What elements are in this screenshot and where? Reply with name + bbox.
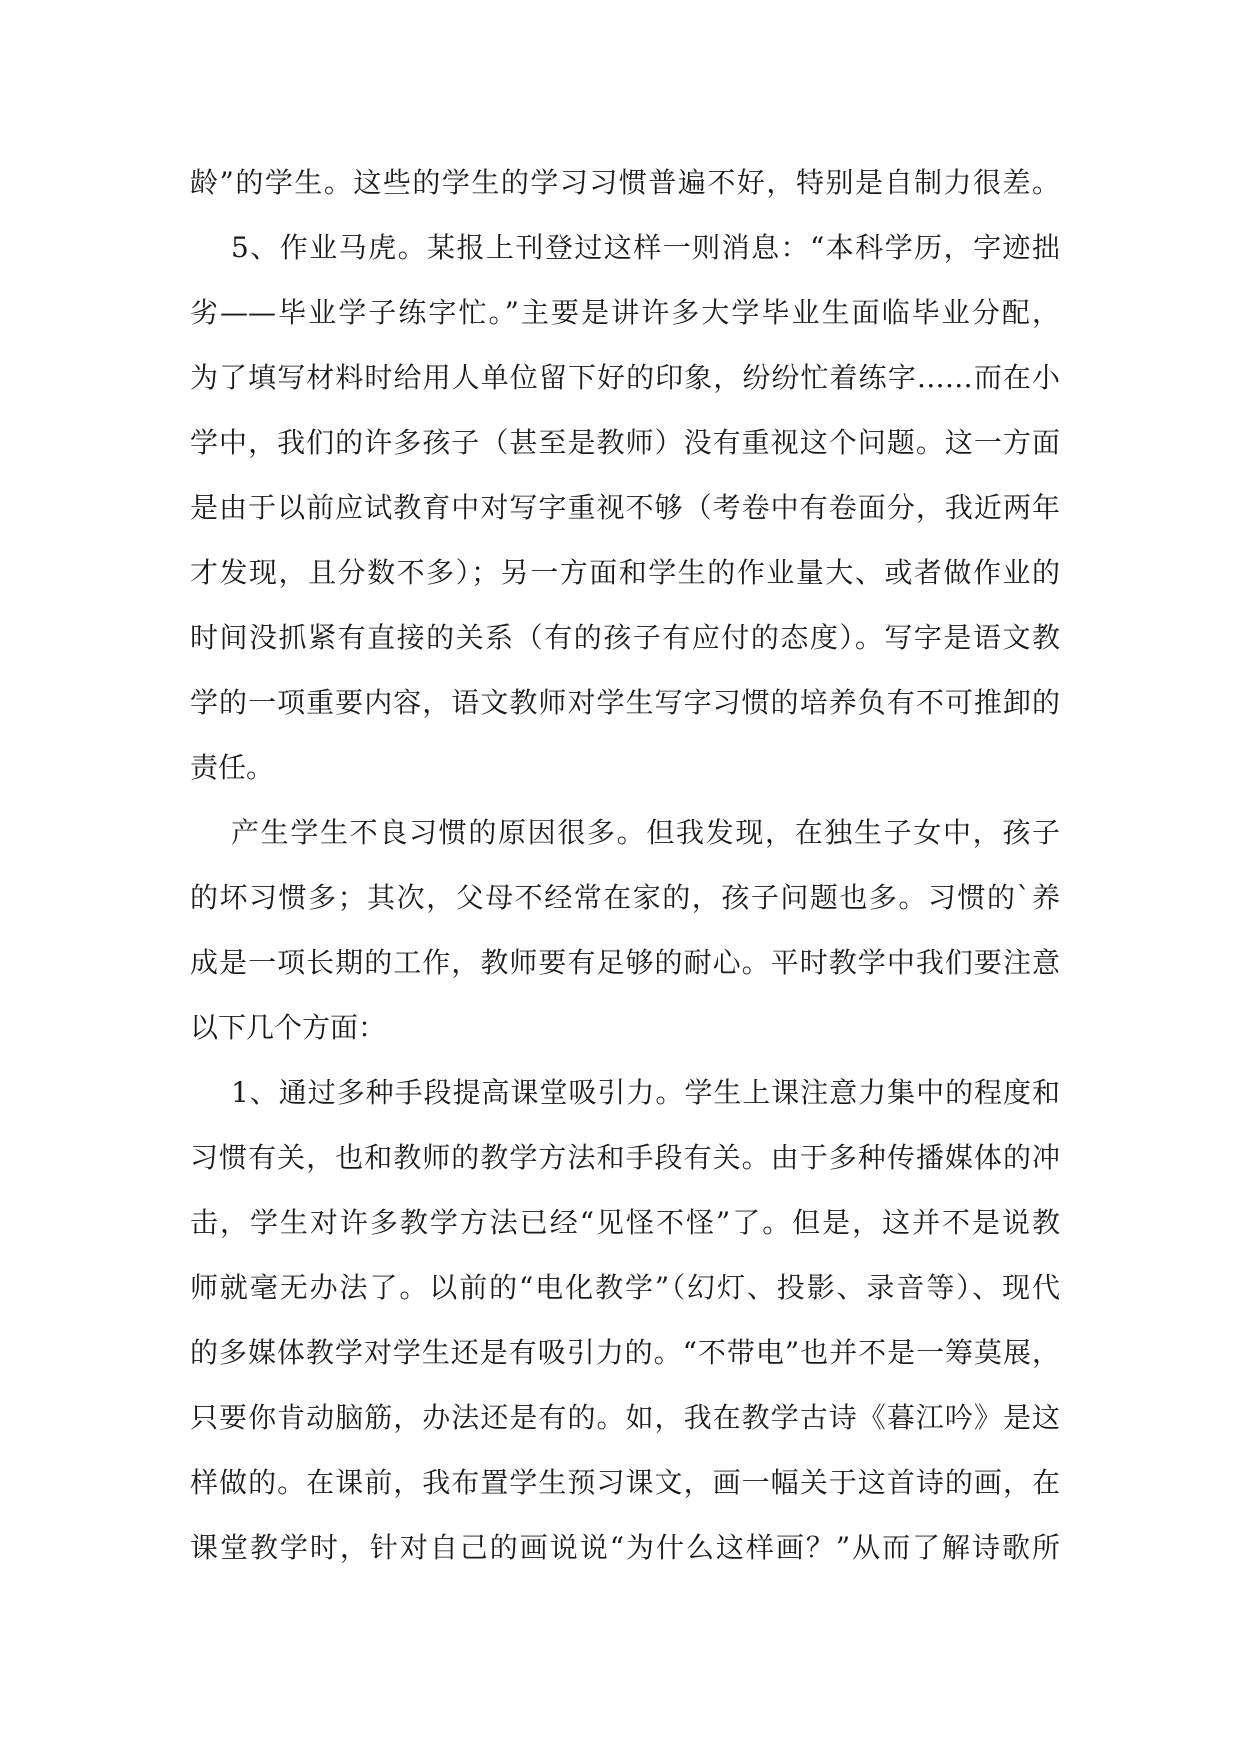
text-line: 的多媒体教学对学生还是有吸引力的。“不带电”也并不是一筹莫展， [190,1336,1060,1369]
text-line: 师就毫无办法了。以前的“电化教学”（幻灯、投影、录音等）、现代 [190,1271,1060,1304]
text-line: 时间没抓紧有直接的关系（有的孩子有应付的态度）。写字是语文教 [190,621,1060,654]
text-line: 只要你肯动脑筋，办法还是有的。如，我在教学古诗《暮江吟》是这 [190,1401,1060,1434]
text-line: 课堂教学时，针对自己的画说说“为什么这样画？”从而了解诗歌所 [190,1531,1060,1564]
text-line: 以下几个方面： [190,1011,387,1044]
text-line: 样做的。在课前，我布置学生预习课文，画一幅关于这首诗的画，在 [190,1466,1060,1499]
text-line: 成是一项长期的工作，教师要有足够的耐心。平时教学中我们要注意 [190,946,1060,979]
text-line: 学中，我们的许多孩子（甚至是教师）没有重视这个问题。这一方面 [190,426,1060,459]
text-line: 的坏习惯多；其次，父母不经常在家的，孩子问题也多。习惯的`养 [190,881,1060,914]
text-line: 劣——毕业学子练字忙。”主要是讲许多大学毕业生面临毕业分配， [190,296,1060,329]
text-line: 习惯有关，也和教师的教学方法和手段有关。由于多种传播媒体的冲 [190,1141,1060,1174]
body-text [190,150,1060,1580]
text-line: 为了填写材料时给用人单位留下好的印象，纷纷忙着练字……而在小 [190,361,1060,394]
text-line: 龄”的学生。这些的学生的学习习惯普遍不好，特别是自制力很差。 [190,166,1060,199]
text-line: 责任。 [190,751,275,784]
text-line: 5、作业马虎。某报上刊登过这样一则消息：“本科学历，字迹拙 [231,231,1060,264]
text-line: 是由于以前应试教育中对写字重视不够（考卷中有卷面分，我近两年 [190,491,1060,524]
text-line: 才发现，且分数不多）；另一方面和学生的作业量大、或者做作业的 [190,556,1060,589]
text-line: 击，学生对许多教学方法已经“见怪不怪”了。但是，这并不是说教 [190,1206,1060,1239]
text-line: 产生学生不良习惯的原因很多。但我发现，在独生子女中，孩子 [231,816,1060,849]
text-line: 1、通过多种手段提高课堂吸引力。学生上课注意力集中的程度和 [231,1076,1060,1109]
text-line: 学的一项重要内容，语文教师对学生写字习惯的培养负有不可推卸的 [190,686,1060,719]
